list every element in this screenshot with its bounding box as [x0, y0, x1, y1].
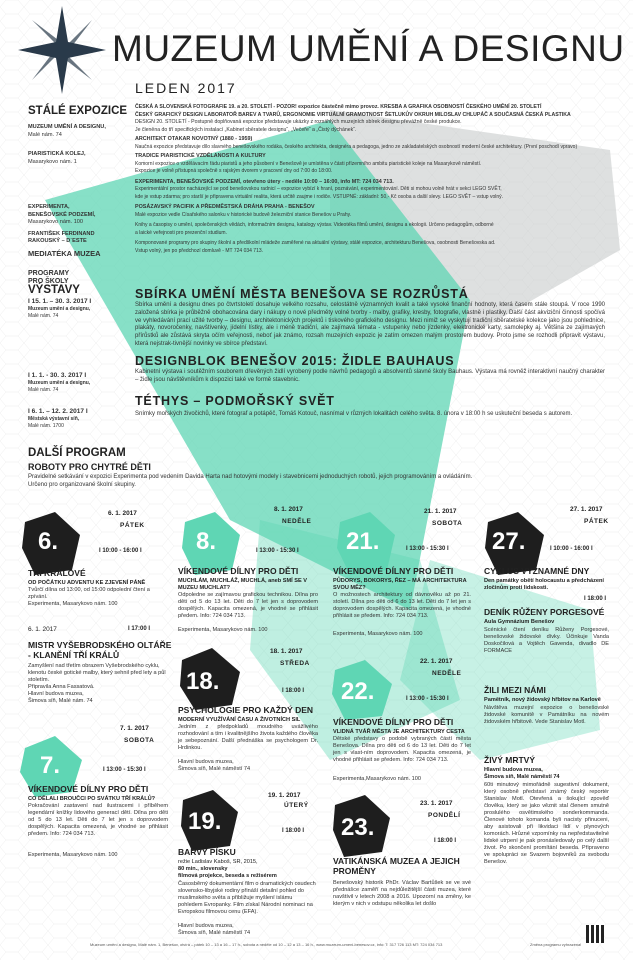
badge-21-num: 21. — [346, 528, 380, 555]
event-day: PÁTEK — [120, 522, 145, 529]
robot-text2: Určeno pro organizované školní skupiny. — [28, 482, 136, 488]
event-place: Hlavní budova muzea, — [178, 923, 234, 929]
event-title: VÍKENDOVÉ DÍLNY PRO DĚTI — [28, 784, 149, 794]
place-skoly: PRO ŠKOLY — [28, 277, 69, 285]
place-podzemi: BENEŠOVSKÉ PODZEMÍ, — [28, 211, 96, 218]
qr-code-icon — [586, 925, 604, 943]
event-sub: CO DĚLALI BROUČCI PO SVÁTKU TŘÍ KRÁLŮ? — [28, 796, 156, 802]
event-time: I 13:00 - 15:30 I — [103, 767, 146, 773]
vystava-2-text: Kabinetní výstava i soutěžním souborem dřevěných židlí vyrobený podle návrhů pedagogů a absolventů slavné školy Bauhaus. Výstava má rovněž interaktivní naučný charakter – židle jsou návštěvníkům k dispozici také ve formě stavebnic. — [135, 369, 605, 383]
footer-note: Změna programu vyhrazena! — [530, 942, 582, 947]
event-title: PSYCHOLOGIE PRO KAŽDÝ DEN — [178, 705, 314, 715]
event-day: PONDĚLÍ — [428, 812, 461, 819]
event-sub: PŮDORYS, BOKORYS, ŘEZ – MÁ ARCHITEKTURA SVOU MĚZ? — [333, 578, 467, 591]
event-sub: VLIDNÁ TVÁŘ MĚSTA JE ARCHITEKTURY CESTA — [333, 729, 465, 735]
event-date: 6. 1. 2017 — [108, 510, 137, 517]
badge-6-num: 6. — [38, 528, 59, 555]
event-time: I 10:00 - 16:00 I — [99, 548, 142, 554]
stale-line: Knihy a časopisy o umění, společenských vědách, informačním designu, katalogy výstav. Videotéka filmů umění, designu a ekologii. Určeno pedagogům, odborné — [135, 222, 494, 228]
event-sub: Šimova síň, Malé náměstí 74 — [484, 774, 560, 780]
stale-heading: STÁLÉ EXPOZICE — [28, 105, 128, 117]
event-text: Připravila Anna Fassatová. — [28, 684, 95, 690]
stale-lines — [135, 104, 605, 255]
vystava-2-title: DESIGNBLOK BENEŠOV 2015: ŽIDLE BAUHAUS — [135, 354, 455, 368]
stale-line: Malé expozice vedle Císařského salonku v historické budově železniční stanice Benešov u Prahy. — [135, 211, 352, 218]
event-sub: Aula Gymnázium Benešov — [484, 619, 555, 625]
place-ff2: RAKOUSKÝ – D´ESTE — [28, 238, 87, 244]
vystava-3-title: TÉTHYS – PODMOŘSKÝ SVĚT — [135, 394, 335, 408]
event-title: VÍKENDOVÉ DÍLNY PRO DĚTI — [333, 566, 454, 576]
place-ff: FRANTIŠEK FERDINAND — [28, 230, 95, 237]
vystava-2-meta — [28, 372, 123, 395]
place-piaristicka: PIARISTICKÁ KOLEJ, — [28, 151, 86, 157]
badge-23-num: 23. — [341, 814, 375, 841]
event-title: ŽILI MEZI NÁMI — [484, 685, 546, 695]
event-time: I 18:00 I — [282, 688, 305, 694]
robot-text: Pravidelné setkávání v expozici Experimenta pod vedením Davida Harta nad hotovými modely i stavebnicemi jednoduchých robotů, jejich programováním a ovládáním. — [28, 474, 473, 480]
stale-line: ARCHITEKT OTAKAR NOVOTNÝ (1880 - 1959) — [135, 136, 253, 142]
vystava-place: Muzeum umění a designu, — [28, 305, 91, 312]
footer-text: Muzeum umění a designu, Malé nám. 1, Benešov, otvírá – pátek 10 – 13 a 16 – 17 h., sobota a neděle od 10 – 12 a 13 – 16 h., www.muzeum-umeni-benesov.cz, info: T: 317 726 113 MT: 724 034 713 — [90, 942, 443, 947]
event-sub: MODERNÍ VYUŽÍVÁNÍ ČASU A ŽIVOTNÍCH SIL — [178, 717, 301, 723]
badge-8-num: 8. — [196, 528, 217, 555]
event-text: Návštěva muzejní expozice o benešovské židovské komunitě v Památníku na novém židovském hřbitově. Vede Stanislav Motl. — [484, 705, 609, 725]
event-date: 6. 1. 2017 — [28, 626, 57, 633]
event-date: 22. 1. 2017 — [420, 658, 453, 665]
event-time: I 13:00 - 15:30 I — [406, 696, 449, 702]
vystava-1-title: SBÍRKA UMĚNÍ MĚSTA BENEŠOVA SE ROZRŮSTÁ — [135, 287, 469, 301]
event-text: O možnostech architektury od dávnověku až po 21. století. Dílna pro děti od 6 do 13 let. Děti do 7 let jen s doprovodem dospělých. Kapacita omezená, je vhodné přihlásit se předem. Info: 724 034 713. — [333, 592, 471, 619]
place-programy: PROGRAMY — [28, 269, 70, 277]
event-text: Odpoledne se zajímavou grafickou technikou. Dílna pro děti od 5 do 13 let. Děti do 7 let jen s doprovodem dospělých. Kapacita omezená, je vhodné se přihlásit předem. Info: 724 034 713. — [178, 592, 318, 619]
vystava-place2: Malé nám. 74 — [28, 387, 59, 393]
vystava-1-text: Sbírka umění a designu dnes po čtvrtstoletí dosahuje velkého rozsahu, celostátně významných kvalit a také vysoké finanční hodnoty, která časem stále stoupá. V roce 1990 založená sbírka je průběžně obohacována dary i nákupy o nové předměty volné tvorby - malby, grafiky, kresby, fotografie, vlastně i plastiky. Další část akviziční činnosti spočívá ve vyhledávání prací užité tvorby – designu, architektonických projektů i tiskového grafického designu. Mezi nimiž se vyskytují tradiční sběratelské kolekce jako jsou pohlednice, plakáty, novoročenky, navštívenky, jídelní lístky, ale i méně tradiční, ale zajímavá témata - vstupenky nebo jízdenky, elektronické karty, samolepky aj. Většina ze zajímavých přírůstků ale zůstává skryta očím veřejnosti, neboť jak známo, rozsah muzejních expozic je zatím omezen malým prostorem budovy. Proto jsme se rozhodli připravit výstavu, která nejstrak-tivnější novinky ve sbírce představí. — [135, 302, 605, 347]
vystava-place: Muzeum umění a designu, — [28, 379, 91, 386]
event-date: 19. 1. 2017 — [268, 792, 301, 799]
place-mediateka: MEDIATÉKA MUZEA — [28, 248, 101, 258]
page-title: MUZEUM UMĚNÍ A DESIGNU — [112, 28, 625, 69]
event-text: Scénické čtení deníku Růženy Porgesové, benešovské židovské dívky. Účinkuje Vanda Doskočilová a Vojtěch Gavenda, divadlo DE FORMACE — [484, 627, 609, 654]
event-text: Zamyšlení nad třetím obrazem Vyšebrodského cyklu, klenotu české gotické malby, který sehnil před lety a půl stoletím. — [28, 663, 166, 683]
event-date: 23. 1. 2017 — [420, 800, 453, 807]
stale-line: Vstup volný, jen po předchozí domluvě - MT 724 034 713. — [135, 247, 264, 254]
stale-line: DESIGN 20. STOLETÍ - Postupně doplňovaná expozice představuje ukázky z rozsáhlých muzejních sbírek designu převážně české produkce. — [135, 119, 462, 125]
vystava-dates: I 1. 1. - 30. 3. 2017 I — [28, 372, 87, 379]
robot-title: ROBOTY PRO CHYTRÉ DĚTI — [28, 462, 151, 472]
event-title: BARVY PÍSKU — [178, 847, 236, 857]
badge-19-num: 19. — [188, 808, 222, 835]
event-title: VÍKENDOVÉ DÍLNY PRO DĚTI — [333, 717, 454, 727]
stale-line: a laické veřejnosti pro prezenční studium. — [135, 229, 227, 236]
event-time: I 13:00 - 15:30 I — [256, 548, 299, 554]
event-sub: režie Ladislav Kaboš, SR, 2015, — [178, 859, 258, 865]
stale-line: ČESKÁ A SLOVENSKÁ FOTOGRAFIE 19. a 20. STOLETÍ - POZOR! expozice částečně mimo provoz. KRESBA A GRAFIKA OSOBNOSTÍ ČESKÉHO UMĚNÍ 20. STOLETÍ — [135, 104, 542, 110]
event-date: 27. 1. 2017 — [570, 506, 603, 513]
stale-line: EXPERIMENTA, BENEŠOVSKÉ PODZEMÍ, otevřeno útery - neděle 10:00 – 16:00, info MT: 724 034 713. — [135, 178, 394, 185]
stale-line: Komponované programy pro skupiny školní a předškolní mládeže zaměřené na aktuální výstavy, stálé expozice, architekturu Benešova, osobnosti Benešovska ad. — [135, 240, 496, 246]
place-muzeum: MUZEUM UMĚNÍ A DESIGNU, — [28, 124, 106, 130]
event-sub: Pamětník, nový židovský hřbitov na Karlově — [484, 697, 601, 703]
vystavy-heading: VÝSTAVY — [28, 284, 80, 296]
event-text: Benešovský historik PhDr. Václav Bartůšek se ve své přednášce zaměří na nejdůležitější části muzea, které navštívil v letech 2008 a 2016. Upozorní na změny, ke kterým v nich v odstupu několika let došlo — [333, 880, 471, 907]
event-day: PÁTEK — [584, 518, 609, 525]
badge-27-num: 27. — [492, 528, 526, 555]
event-title: ŽIVÝ MRTVÝ — [484, 755, 536, 765]
event-place: Experimenta,Masarykovo nám. 100 — [333, 776, 421, 782]
event-title: VATIKÁNSKÁ MUZEA A JEJICH PROMĚNY — [333, 856, 460, 876]
event-place: Hlavní budova muzea, — [178, 759, 234, 765]
vystava-3-meta — [28, 408, 123, 431]
vystava-place2: Malé nám. 74 — [28, 313, 59, 319]
stale-line: Experimentální prostor nacházející se pod benešovskou radnicí – expozice vybízí k hraní, poznávání, experimentování. Děti si mohou volně hrát v sekci LEGO SVĚT, — [135, 186, 502, 192]
stale-line: Je členěna do tří specifických instalací „Kabinet sběratele designu“, „Večeře“ a „Čistý dýchánek“. — [135, 126, 357, 133]
badge-18-num: 18. — [186, 668, 220, 695]
event-title: VÍKENDOVÉ DÍLNY PRO DĚTI — [178, 566, 299, 576]
stale-line: Expozice je volně přístupná společně s rajským dvorem v pracovní dny od 7:00 do 18:00. — [135, 168, 333, 174]
event-date: 18. 1. 2017 — [270, 648, 303, 655]
event-time: I 10:00 - 16:00 I — [550, 546, 593, 552]
event-time: I 18:00 I — [584, 596, 607, 602]
event-day: SOBOTA — [124, 737, 155, 744]
event-time: I 18:00 I — [282, 828, 305, 834]
stale-line: Komorní expozice o vzdělávacím řádu piaristů a jeho působení v Benešově je umístěna v části přízemního ambitu piaristické koleje na Masarykově náměstí. — [135, 160, 482, 167]
event-sub: filmová projekce, beseda s režisérem — [178, 873, 277, 879]
event-date: 21. 1. 2017 — [424, 508, 457, 515]
place-piaristicka-addr: Masarykovo nám. 1 — [28, 158, 77, 165]
badge-7-num: 7. — [40, 752, 61, 779]
program-heading: DALŠÍ PROGRAM — [28, 447, 126, 459]
event-text: 60ti minutový mimořádně sugestivní dokument, který osobně představí známý český reportér Stanislav Motl. Otevřená a šokující zpověď člověka, který se jako věznit stal členem smutně proslulého osvětimského sonderkommanda. Členové tohoto komanda byli nacisty přinuceni, aby asistovali při likvidaci lidí v plynových komorách. Hrůzné vzpomínky na nepředstavitelné lidské utrpení je pak pronásledovaly po celý další život. Po skončení promítání beseda. Připraveno ve spolupráci se Svazem bojovníků za svobodu Benešov. — [484, 782, 609, 865]
stale-line: Naučná expozice představuje dílo slavného benešovského rodáka, českého architekta, designéra a pedagoga, jedno ze zakladatelských osobností moderní české architektury. (První poschodí vpravo) — [135, 143, 578, 150]
event-title: DENÍK RŮŽENY PORGESOVÉ — [484, 607, 605, 617]
event-day: STŘEDA — [280, 660, 310, 667]
event-time: I 17:00 I — [128, 626, 151, 632]
vystava-1-meta — [28, 298, 123, 321]
event-place: Experimenta, Masarykovo nám. 100 — [333, 631, 423, 637]
vystava-dates: I 6. 1. – 12. 2. 2017 I — [28, 408, 88, 415]
place-podzemi-addr: Masarykovo nám. 100 — [28, 219, 84, 225]
event-date: 8. 1. 2017 — [274, 506, 303, 513]
event-text: Dětské představy o podobě vybraných částí města Benešova. Dílna pro děti od 6 do 13 let. Děti do 7 let jen s vlast-ním doprovodem. Kapacita omezená, je vhodné přihlásit se předem. Info: 724 034 713. — [333, 736, 471, 763]
event-place: Experimenta, Masarykovo nám. 100 — [28, 601, 118, 607]
event-place: Šimova síň, Malé náměstí 74 — [178, 766, 251, 772]
event-day: ÚTERÝ — [284, 802, 309, 809]
stale-line: ČESKÝ GRAFICKÝ DESIGN LABORATOŘ BAREV A TVARŮ, ERGONOMIE VIRTUÁLNÍ GRAMOTNOST ŠETLUKŮV OKRUH MILOSLAV CHLUPÁČ A SOUČASNÁ ČESKÁ PLASTIKA — [135, 111, 571, 118]
event-time: I 18:00 I — [434, 838, 457, 844]
stale-places — [28, 124, 123, 286]
stale-line: POSÁZAVSKÝ PACIFIK A PŘEDMĚSTSKÁ DRÁHA PRAHA - BENEŠOV — [135, 204, 315, 210]
event-sub: OD POČÁTKU ADVENTU KE ZJEVENÍ PÁNĚ — [28, 580, 146, 586]
stale-line: kde je vstup zdarma; pro starší je připravena virtuální realita, která určitě zaujme i rodiče. VSTUPNÉ: základní: 50,- Kč osoba a další slevy. LEGO SVĚT – vstup volný. — [135, 193, 504, 200]
vystava-dates: I 15. 1. – 30. 3. 2017 I — [28, 298, 92, 305]
event-place: Šimova síň, Malé náměstí 74 — [178, 930, 251, 936]
event-date: 7. 1. 2017 — [120, 725, 149, 732]
event-day: NEDĚLE — [432, 670, 462, 677]
event-text: Pokračování zastavení nad ilustracemi i příběhem legendární knížky lidového generací dětí. Dílna pro děti od 5 do 13 let. Děti do 7 let jen s doprovodem dospělých. Kapacita omezená, je vhodné se přihlásit předem. Info: 724 034 713. — [28, 803, 168, 837]
event-day: SOBOTA — [432, 520, 463, 527]
place-muzeum-addr: Malé nám. 74 — [28, 131, 62, 138]
vystava-3-text: Snímky mořských živočichů, které fotograf a potápěč, Tomáš Kotouč, nasnímal v různých lokalitách celého světa. 8. února v 18:00 h se uskuteční beseda s autorem. — [135, 411, 573, 417]
event-sub: Hlavní budova muzea, — [484, 767, 543, 773]
event-sub: 80 min., slovensky — [178, 866, 228, 872]
place-experimenta: EXPERIMENTA, — [28, 204, 70, 210]
event-title: TŘI KRÁLOVÉ — [28, 568, 86, 578]
event-place: Experimenta, Masarykovo nám. 100 — [28, 852, 118, 858]
vystava-place: Městská výstavní síň, — [28, 415, 80, 422]
event-place: Hlavní budova muzea, — [28, 691, 84, 697]
event-sub: MUCHLÁM, MUCHLÁŽ, MUCHLÁ, aneb SMÍ SE V MUZEU MUCHLAT? — [178, 578, 307, 591]
event-text: Časosběrný dokumentární film o dramatických osudech slovensko-libyjské rodiny přináší detailní pohled do muslimského světa a přibližuje myšlení islámu pohledem Evropanky. Film získal Národní nominaci na Evropskou filmovou cenu (EFA). — [178, 881, 316, 915]
event-text: Jedním z předpokladů moudrého uvážlivého rozhodování a tím i kvalitnějšího života každého člověka je sebepoznání. Další přednáška se psychologem Dr. Hrdinkou. — [178, 724, 318, 751]
event-time: I 13:00 - 15:30 I — [406, 546, 449, 552]
badge-22-num: 22. — [341, 678, 375, 705]
event-place: Šimova síň, Malé nám. 74 — [28, 698, 93, 704]
event-day: NEDĚLE — [282, 518, 312, 525]
vystava-place2: Malé nám. 1700 — [28, 423, 64, 429]
event-title: MISTR VYŠEBRODSKÉHO OLTÁŘE - KLANĚNÍ TŘÍ KRÁLŮ — [28, 640, 172, 660]
event-text: Tvůrčí dílna od 13:00, od 15:00 odpolední čtení a zpívání. — [28, 587, 150, 600]
month-label: LEDEN 2017 — [135, 80, 237, 96]
event-place: Experimenta, Masarykovo nám. 100 — [178, 627, 268, 633]
stale-line: TRADICE PIARISTICKÉ VZDĚLANOSTI A KULTURY — [135, 153, 266, 159]
event-sub: Den památky obětí holocaustu a předcházení zločinům proti lidskosti. — [484, 578, 604, 591]
event-title: CYKLUS VÝZNAMNÉ DNY — [484, 566, 590, 576]
